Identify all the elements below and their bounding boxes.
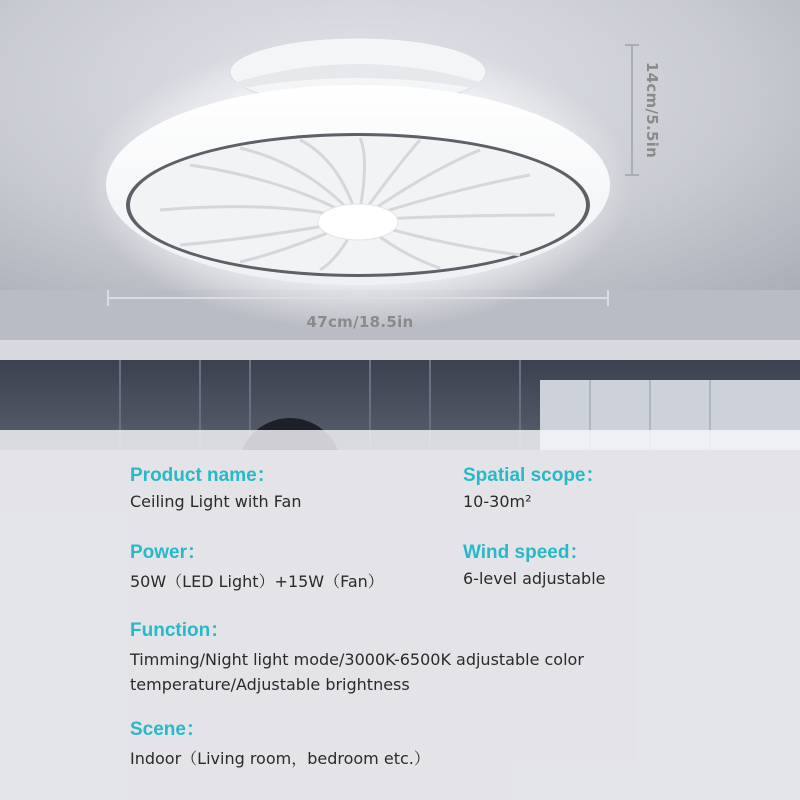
power-heading: Power： (130, 542, 207, 563)
spatial-scope-heading: Spatial scope： (463, 465, 605, 486)
wind-speed-heading: Wind speed： (463, 542, 589, 563)
fan-hub (318, 204, 398, 240)
product-name-value: Ceiling Light with Fan (130, 492, 302, 511)
function-value: Timming/Night light mode/3000K-6500K adjustable color temperature/Adjustable brightness (130, 650, 584, 694)
scene-value: Indoor（Living room，bedroom etc.） (130, 749, 430, 768)
power-value: 50W（LED Light）+15W（Fan） (130, 572, 384, 591)
spec-panel (0, 430, 800, 800)
function-heading: Function： (130, 620, 230, 641)
width-label: 47cm/18.5in (306, 313, 414, 331)
product-name-heading: Product name： (130, 465, 276, 486)
scene-heading: Scene： (130, 719, 205, 740)
spatial-scope-value: 10-30m² (463, 492, 532, 511)
height-label: 14cm/5.5in (643, 61, 661, 159)
wind-speed-value: 6-level adjustable (463, 569, 606, 588)
